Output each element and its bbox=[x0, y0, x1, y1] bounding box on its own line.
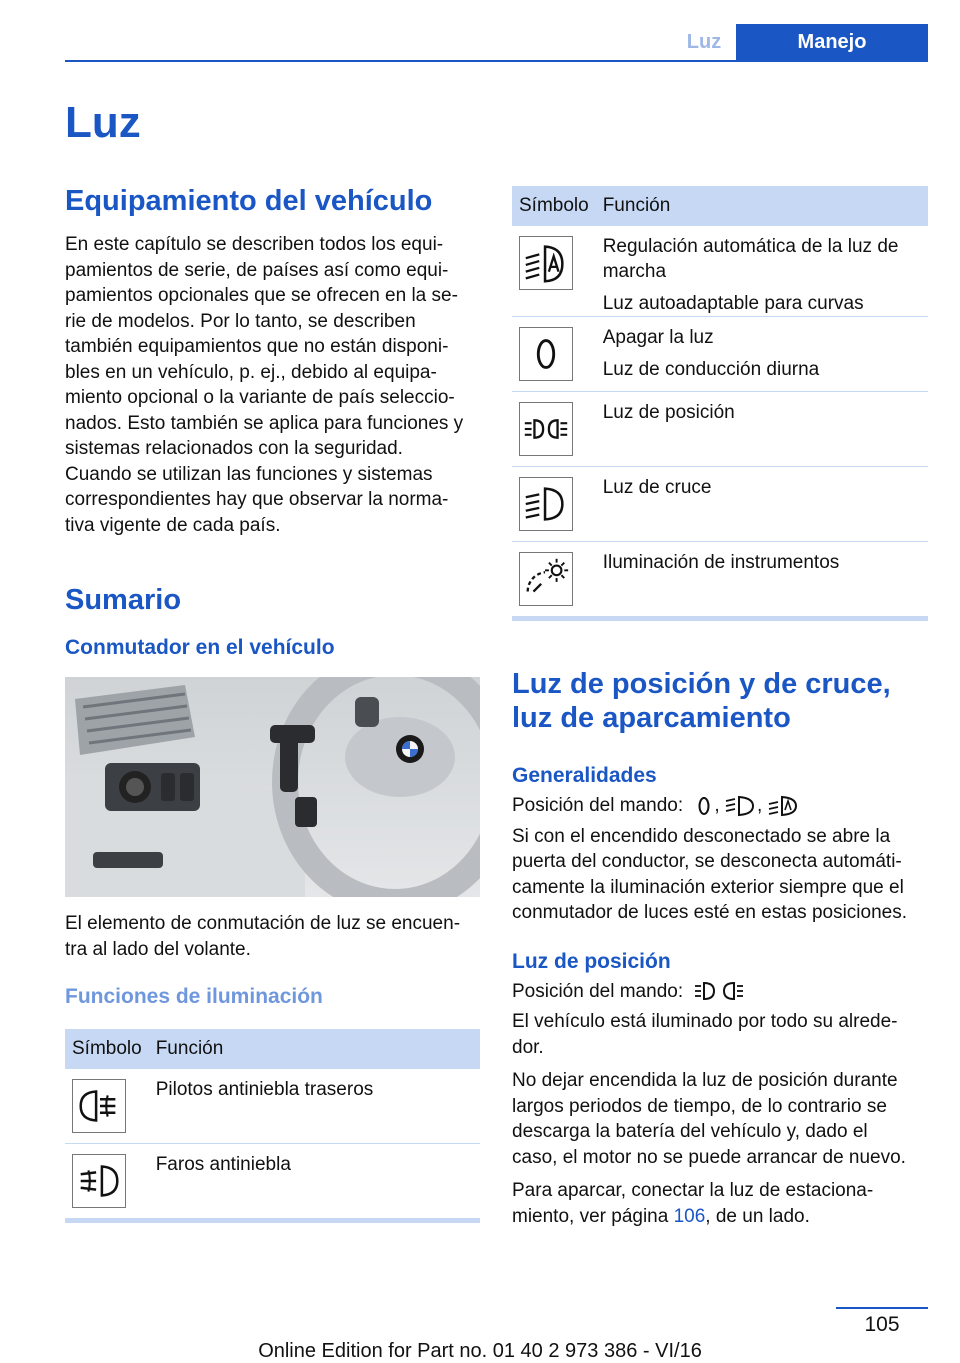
table-end-bar bbox=[65, 1218, 480, 1223]
table-header-row bbox=[65, 1029, 480, 1069]
function-text: Apagar la luz bbox=[602, 327, 714, 348]
header-tab-luz: Luz bbox=[686, 30, 722, 53]
equipment-line: miento opcional o la variante de país seleccio- bbox=[65, 387, 455, 408]
general-line: camente la iluminación exterior siempre que el bbox=[512, 876, 904, 898]
lights-off-icon bbox=[694, 794, 714, 818]
right-column bbox=[512, 186, 928, 1229]
position-light-heading: Luz de posición bbox=[512, 949, 671, 973]
dashboard-light-switch-photo bbox=[65, 677, 480, 897]
photo-caption-line: El elemento de conmutación de luz se encuen- bbox=[65, 913, 461, 934]
rear-fog-light-icon bbox=[72, 1079, 126, 1133]
column-function: Función bbox=[596, 186, 928, 226]
table-header-row bbox=[512, 186, 928, 226]
footer-rule bbox=[836, 1307, 928, 1309]
equipment-line: sistemas relacionados con la seguridad. bbox=[65, 438, 403, 459]
equipment-line: tiva vigente de cada país. bbox=[65, 514, 281, 536]
position-line: largos periodos de tiempo, de lo contrario se bbox=[512, 1095, 887, 1117]
table-row bbox=[512, 467, 928, 542]
parking-light-icon bbox=[694, 979, 744, 1003]
summary-heading: Sumario bbox=[65, 584, 182, 616]
equipment-line: pamientos de serie, de países así como equi- bbox=[65, 259, 449, 281]
position-paragraph-1 bbox=[512, 1009, 928, 1060]
header-rule bbox=[65, 60, 928, 62]
low-beam-icon bbox=[519, 477, 573, 531]
table-row bbox=[512, 542, 928, 617]
edition-footer: Online Edition for Part no. 01 40 2 973 386 - VI/16 bbox=[258, 1340, 702, 1362]
function-text: Luz de cruce bbox=[596, 467, 928, 542]
switch-positions-line: Posición del mando: , , bbox=[512, 793, 928, 819]
switch-position-label: Posición del mando: bbox=[512, 795, 684, 816]
page-reference-link[interactable]: 106 bbox=[673, 1205, 706, 1227]
instrument-lighting-icon bbox=[519, 552, 573, 606]
general-line: conmutador de luces esté en estas posiciones. bbox=[512, 902, 908, 923]
photo-caption bbox=[65, 911, 480, 962]
general-paragraph bbox=[512, 824, 928, 926]
lighting-functions-heading: Funciones de iluminación bbox=[65, 985, 323, 1008]
heading-line: Luz de posición y de cruce, bbox=[512, 668, 891, 700]
parking-light-icon bbox=[519, 402, 573, 456]
equipment-line: En este capítulo se describen todos los equi- bbox=[65, 234, 444, 255]
table-row bbox=[65, 1144, 480, 1219]
equipment-line: nados. Esto también se aplica para funciones y bbox=[65, 412, 464, 434]
page-title: Luz bbox=[65, 98, 141, 147]
table-row bbox=[65, 1069, 480, 1144]
function-text: Faros antiniebla bbox=[155, 1154, 291, 1175]
lights-section-heading bbox=[512, 667, 928, 735]
position-switch-line bbox=[512, 979, 928, 1005]
heading-line: luz de aparcamiento bbox=[512, 702, 791, 734]
function-text: Iluminación de instrumentos bbox=[602, 552, 840, 573]
position-line: El vehículo está iluminado por todo su alrede- bbox=[512, 1011, 898, 1032]
auto-headlight-icon bbox=[519, 236, 573, 290]
equipment-line: correspondientes hay que observar la norma- bbox=[65, 489, 449, 510]
position-line: dor. bbox=[512, 1036, 544, 1058]
table-row bbox=[512, 226, 928, 317]
table-row bbox=[512, 392, 928, 467]
position-line-suffix: , de un lado. bbox=[705, 1205, 810, 1227]
equipment-line: bles en un vehículo, p. ej., debido al equipa- bbox=[65, 361, 437, 383]
position-paragraph-3 bbox=[512, 1178, 928, 1229]
lights-off-icon bbox=[519, 327, 573, 381]
column-symbol: Símbolo bbox=[512, 186, 596, 226]
column-symbol: Símbolo bbox=[65, 1029, 149, 1069]
position-line: No dejar encendida la luz de posición durante bbox=[512, 1070, 898, 1091]
photo-caption-line: tra al lado del volante. bbox=[65, 938, 251, 960]
position-paragraph-2 bbox=[512, 1068, 928, 1170]
light-switch-positions-table bbox=[512, 186, 928, 616]
general-line: puerta del conductor, se desconecta automáti- bbox=[512, 851, 902, 872]
equipment-line: Cuando se utilizan las funciones y sistemas bbox=[65, 463, 433, 485]
equipment-line: pamientos opcionales que se ofrecen en la se- bbox=[65, 285, 458, 306]
position-line-prefix: miento, ver página bbox=[512, 1205, 674, 1227]
table-end-bar bbox=[512, 616, 928, 621]
equipment-line: también equipamientos que no están disponi- bbox=[65, 336, 449, 357]
position-line: Para aparcar, conectar la luz de estaciona- bbox=[512, 1180, 874, 1201]
position-line bbox=[512, 1204, 928, 1230]
header-tab-manejo: Manejo bbox=[736, 24, 928, 61]
left-column bbox=[65, 180, 480, 1223]
equipment-paragraph bbox=[65, 232, 480, 538]
function-text: Regulación automática de la luz de marcha bbox=[602, 236, 899, 282]
function-text: Luz de posición bbox=[596, 392, 928, 467]
general-line: Si con el encendido desconectado se abre la bbox=[512, 825, 891, 847]
position-line: caso, el motor no se puede arrancar de nuevo. bbox=[512, 1146, 906, 1168]
lighting-functions-table bbox=[65, 1029, 480, 1218]
low-beam-icon bbox=[725, 794, 757, 818]
switch-position-label: Posición del mando: bbox=[512, 980, 684, 1002]
function-text: Pilotos antiniebla traseros bbox=[149, 1069, 480, 1144]
general-heading: Generalidades bbox=[512, 764, 657, 787]
equipment-line: rie de modelos. Por lo tanto, se describen bbox=[65, 310, 416, 332]
equipment-heading: Equipamiento del vehículo bbox=[65, 185, 433, 217]
column-function: Función bbox=[149, 1029, 480, 1069]
switch-in-vehicle-heading: Conmutador en el vehículo bbox=[65, 636, 335, 659]
function-text-secondary: Luz autoadaptable para curvas bbox=[602, 293, 864, 314]
page-number: 105 bbox=[864, 1313, 900, 1336]
function-text-secondary: Luz de conducción diurna bbox=[602, 359, 820, 380]
front-fog-light-icon bbox=[72, 1154, 126, 1208]
position-line: descarga la batería del vehículo y, dado el bbox=[512, 1121, 868, 1142]
table-row bbox=[512, 317, 928, 392]
auto-headlight-icon bbox=[768, 794, 800, 818]
